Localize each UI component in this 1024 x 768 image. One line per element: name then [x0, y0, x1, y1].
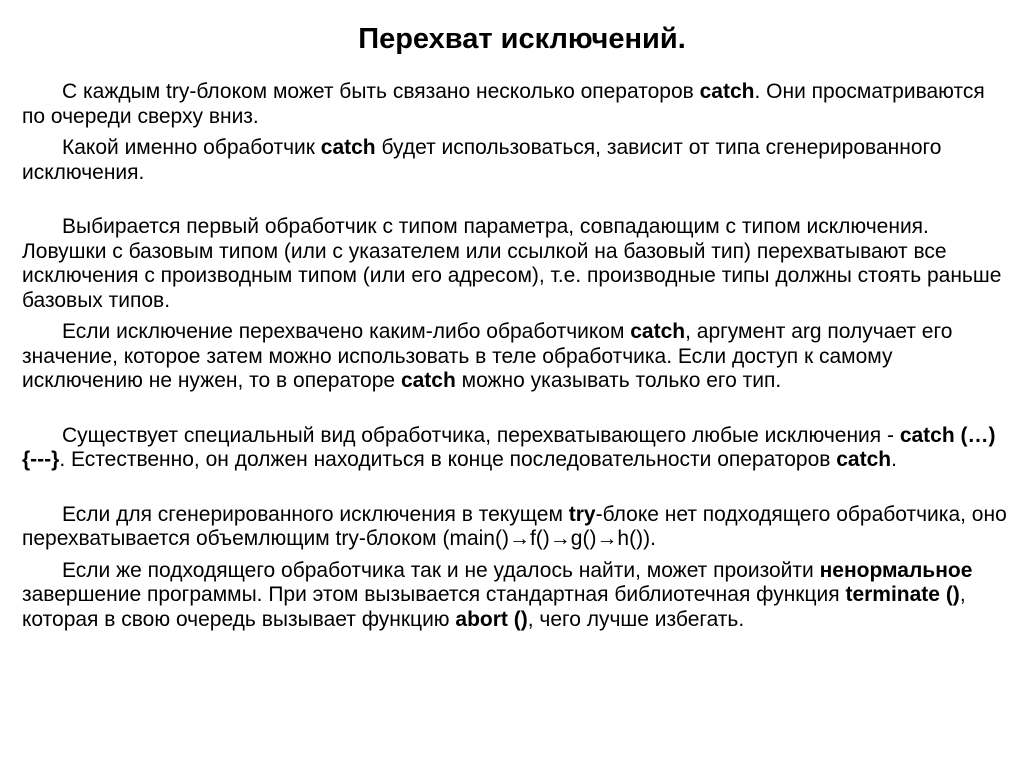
paragraph-terminate [22, 559, 1007, 633]
text-run: Выбирается первый обработчик с типом параметра, совпадающим с типом исключения. Ловушки с базовым типом (или с указателем или ссылкой на базовый тип) перехватывают все исключения с производным типом (или его адресом), т.е. производные типы должны стоять раньше базовых типов. [22, 215, 1002, 312]
paragraph-catch-arg [22, 320, 1007, 394]
bold-text-run: abort () [455, 607, 528, 631]
bold-text-run: catch [630, 320, 686, 343]
text-run: Существует специальный вид обработчика, перехватывающего любые исключения - [62, 423, 900, 447]
paragraph-first-handler [22, 215, 1007, 313]
text-run: , которая в свою очередь вызывает функцию [22, 583, 966, 631]
text-run: . Естественно, он должен находиться в конце последовательности операторов [59, 448, 837, 471]
paragraph-enclosing-try [22, 503, 1007, 552]
text-run: завершение программы. При этом вызывается стандартная библиотечная функция [22, 583, 846, 606]
text-run: Если для сгенерированного исключения в текущем [62, 502, 569, 526]
bold-text-run: ненормальное [819, 558, 973, 582]
bold-text-run: try [568, 502, 596, 526]
bold-text-run: catch [699, 80, 755, 103]
text-run: Какой именно обработчик [62, 136, 321, 159]
text-run: , аргумент arg получает его значение, которое затем можно использовать в теле обработчика. Если доступ к самому исключению не нужен, то в операторе [22, 320, 953, 392]
text-run: . [891, 448, 897, 471]
bold-text-run: catch (…){---} [22, 423, 996, 471]
text-run: Если же подходящего обработчика так и не удалось найти, может произойти [62, 558, 820, 582]
slide-title: Перехват исключений. [358, 23, 686, 55]
text-run: Если исключение перехвачено каким-либо обработчиком [62, 320, 631, 343]
bold-text-run: terminate () [845, 583, 960, 606]
slide-content [22, 80, 1007, 632]
text-run: -блоке нет подходящего обработчика, оно перехватывается объемлющим try-блоком (main()→f()→g()→h()). [22, 502, 1007, 550]
text-run: С каждым try-блоком может быть связано несколько операторов [62, 80, 700, 103]
paragraph-catch-all [22, 424, 1007, 473]
paragraph-handler-choice [22, 136, 1007, 185]
text-run: можно указывать только его тип. [455, 369, 782, 392]
text-run: . Они просматриваются по очереди сверху вниз. [22, 80, 985, 128]
bold-text-run: catch [400, 369, 456, 392]
text-run: будет использоваться, зависит от типа сгенерированного исключения. [22, 136, 942, 184]
text-run: , чего лучше избегать. [527, 607, 745, 631]
bold-text-run: catch [320, 136, 376, 159]
bold-text-run: catch [836, 448, 892, 471]
paragraph-catch-list [22, 80, 1007, 129]
